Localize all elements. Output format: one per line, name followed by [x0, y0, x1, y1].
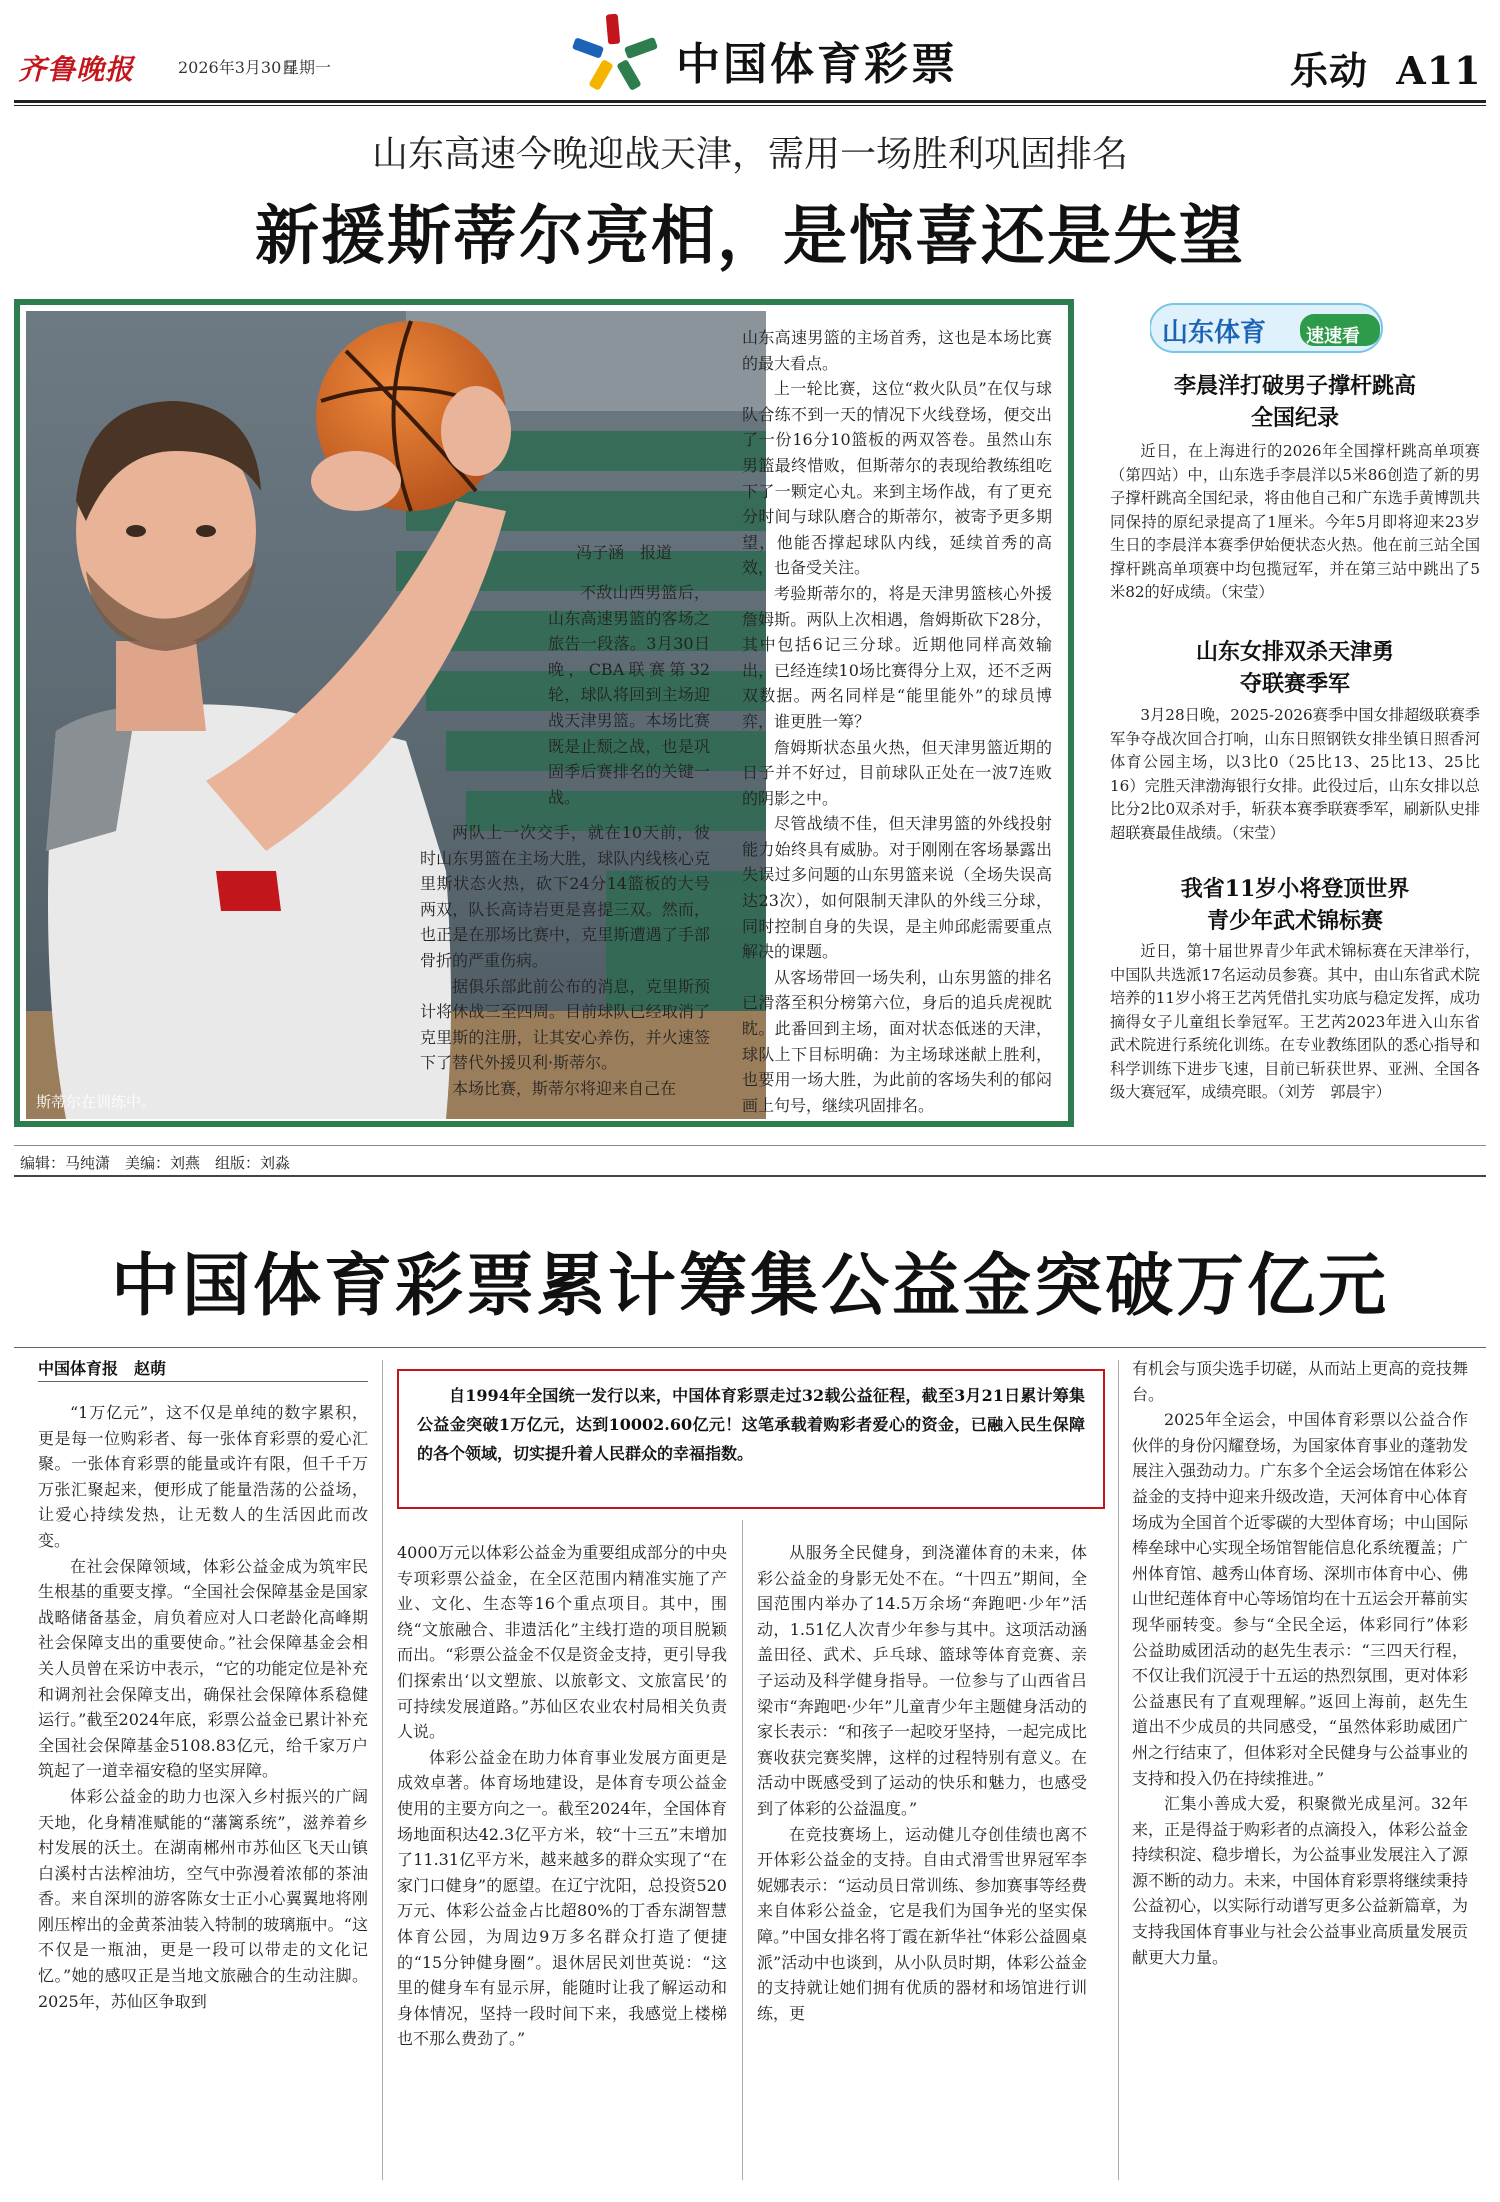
story2-column-2 — [397, 1540, 727, 2052]
story1-column-left-top — [548, 580, 710, 810]
story2-column-3 — [757, 1540, 1087, 2026]
story1-paragraph: 不敌山西男篮后，山东高速男篮的客场之旅告一段落。3月30日晚，CBA联赛第32轮，球队将回到主场迎战天津男篮。本场比赛既是止颓之战，也是巩固季后赛排名的关键一战。 — [548, 583, 710, 807]
story1-kicker: 山东高速今晚迎战天津，需用一场胜利巩固排名 — [371, 134, 1128, 175]
story2-paragraph: 从服务全民健身，到浇灌体育的未来，体彩公益金的身影无处不在。“十四五”期间，全国范围内举办了14.5万余场“奔跑吧·少年”活动，1.51亿人次青少年参与其中。这项活动涵盖田径、武术、乒乓球、篮球等体育竞赛、亲子运动及科学健身指导。一位参与了山西省吕梁市“奔跑吧·少年”儿童青少年主题健身活动的家长表示：“和孩子一起咬牙坚持，一起完成比赛收获完赛奖牌，这样的过程特别有意义。在活动中既感受到了运动的快乐和魅力，也感受到了体彩的公益温度。” — [757, 1543, 1087, 1818]
story1-paragraph: 詹姆斯状态虽火热，但天津男篮近期的日子并不好过，目前球队正处在一波7连败的阴影之中。 — [742, 737, 1052, 808]
side-item-body — [1110, 440, 1480, 605]
story2-byline-rule — [38, 1381, 368, 1382]
side-item-title: 我省11岁小将登顶世界青少年武术锦标赛 — [1180, 876, 1410, 934]
logo-text: 中国体育彩票 — [676, 39, 958, 90]
section-name: 乐动 — [1290, 48, 1369, 93]
story2-paragraph: 有机会与顶尖选手切磋，从而站上更高的竞技舞台。 — [1132, 1359, 1469, 1404]
side-item-title: 山东女排双杀天津勇夺联赛季军 — [1195, 639, 1394, 697]
side-tag-subtitle: 速速看 — [1306, 326, 1360, 347]
side-item-title: 李晨洋打破男子撑杆跳高全国纪录 — [1173, 373, 1416, 431]
column-divider — [742, 1520, 743, 2180]
side-tag-title: 山东体育 — [1162, 318, 1267, 348]
story1-paragraph: 山东高速男篮的主场首秀，这也是本场比赛的最大看点。 — [742, 328, 1052, 373]
side-item-author: （宋莹） — [1220, 583, 1274, 601]
story2-lead: 自1994年全国统一发行以来，中国体育彩票走过32载公益征程，截至3月21日累计筹集公益金突破1万亿元，达到10002.60亿元！这笔承载着购彩者爱心的资金，已融入民生保障的各个领域，切实提升着人民群众的幸福指数。 — [417, 1386, 1085, 1463]
side-item-author: （宋莹） — [1231, 823, 1285, 842]
story1-paragraph: 两队上一次交手，就在10天前，彼时山东男篮在主场大胜，球队内线核心克里斯状态火热，砍下24分14篮板的大号两双，队长高诗岩更是喜提三双。然而，也正是在那场比赛中，克里斯遭遇了手部骨折的严重伤病。 — [420, 823, 710, 970]
header-rule-thin — [14, 105, 1486, 106]
issue-weekday: 星期一 — [283, 58, 332, 77]
story1-column-left-bottom — [420, 820, 710, 1102]
story2-rule — [14, 1347, 1486, 1348]
story2-paragraph: 在竞技赛场上，运动健儿夺创佳绩也离不开体彩公益金的支持。自由式滑雪世界冠军李妮娜表示：“运动员日常训练、参加赛事等经费来自体彩公益金，它是我们为国争光的坚实保障。”中国女排名将丁霞在新华社“体彩公益圆桌派”活动中也谈到，从小队员时期，体彩公益金的支持就让她们拥有优质的器材和场馆进行训练，更 — [757, 1824, 1087, 2023]
story1-paragraph: 从客场带回一场失利，山东男篮的排名已滑落至积分榜第六位，身后的追兵虎视眈眈。此番回到主场，面对状态低迷的天津，球队上下目标明确：为主场球迷献上胜利，也要用一场大胜，为此前的客场失利的郁闷画上句号，继续巩固排名。 — [742, 967, 1052, 1115]
issue-date: 2026年3月30日 — [178, 58, 298, 77]
section-rule — [14, 1145, 1486, 1146]
story2-column-1 — [38, 1400, 368, 2014]
story2-paragraph: “1万亿元”，这不仅是单纯的数字累积，更是每一位购彩者、每一张体育彩票的爱心汇聚。一张体育彩票的能量或许有限，但千千万万张汇聚起来，便形成了能量浩荡的公益场，让爱心持续发热，让无数人的生活因此而改变。 — [38, 1403, 368, 1550]
side-item-text: 近日，在上海进行的2026年全国撑杆跳高单项赛（第四站）中，山东选手李晨洋以5米86创造了新的男子撑杆跳高全国纪录，将由他自己和广东选手黄博凯共同保持的原纪录提高了1厘米。今年5月即将迎来23岁生日的李晨洋本赛季伊始便状态火热。他在前三站全国撑杆跳高单项赛中均包揽冠军，并在第三站中跳出了5米82的好成绩。 — [1110, 442, 1480, 601]
story1-paragraph: 本场比赛，斯蒂尔将迎来自己在 — [452, 1078, 677, 1098]
masthead: 齐鲁晚报 — [18, 53, 135, 86]
photo-caption: 斯蒂尔在训练中。 — [36, 1093, 157, 1111]
header-rule — [14, 100, 1486, 103]
story1-byline: 冯子涵 报道 — [576, 543, 673, 562]
page-number: A11 — [1396, 48, 1482, 93]
story2-headline: 中国体育彩票累计筹集公益金突破万亿元 — [110, 1246, 1389, 1326]
story2-paragraph: 体彩公益金在助力体育事业发展方面更是成效卓著。体育场地建设，是体育专项公益金使用的主要方向之一。截至2024年，全国体育场地面积达42.3亿平方米，较“十三五”末增加了11.31亿平方米，越来越多的群众实现了“在家门口健身”的愿望。在辽宁沈阳，总投资520万元、体彩公益金占比超80%的丁香东湖智慧体育公园，为周边9万多名群众打造了便捷的“15分钟健身圈”。退休居民刘世英说：“这里的健身车有显示屏，能随时让我了解运动和身体情况，坚持一段时间下来，我感觉上楼梯也不那么费劲了。” — [397, 1747, 727, 2049]
side-item-text: 近日，第十届世界青少年武术锦标赛在天津举行，中国队共选派17名运动员参赛。其中，由山东省武术院培养的11岁小将王艺芮凭借扎实功底与稳定发挥，成功摘得女子儿童组长拳冠军。王艺芮2023年进入山东省武术院进行系统化训练。在专业教练团队的悉心指导和科学训练下进步飞速，目前已斩获世界、亚洲、全国各级大赛冠军，成绩亮眼。 — [1110, 942, 1480, 1101]
story2-paragraph: 4000万元以体彩公益金为重要组成部分的中央专项彩票公益金，在全区范围内精准实施了产业、文化、生态等16个重点项目。其中，围绕“文旅融合、非遗活化”主线打造的项目脱颖而出。“彩票公益金不仅是资金支持，更引导我们探索出‘以文塑旅、以旅彰文、文旅富民’的可持续发展道路。”苏仙区农业农村局相关负责人说。 — [397, 1543, 727, 1742]
side-item-author: （刘芳 郭晨宇） — [1277, 1083, 1391, 1101]
story2-paragraph: 体彩公益金的助力也深入乡村振兴的广阔天地，化身精准赋能的“藩篱系统”，滋养着乡村发展的沃土。在湖南郴州市苏仙区飞天山镇白溪村古法榨油坊，空气中弥漫着浓郁的茶油香。来自深圳的游客陈女士正小心翼翼地将刚刚压榨出的金黄茶油装入特制的玻璃瓶中。“这不仅是一瓶油，更是一段可以带走的文化记忆。”她的感叹正是当地文旅融合的生动注脚。2025年，苏仙区争取到 — [38, 1786, 368, 2011]
story1-paragraph: 据俱乐部此前公布的消息，克里斯预计将休战三至四周。目前球队已经取消了克里斯的注册，让其安心养伤，并火速签下了替代外援贝利·斯蒂尔。 — [420, 976, 710, 1073]
story2-column-4 — [1132, 1356, 1468, 1970]
side-item-body — [1110, 940, 1480, 1105]
story1-paragraph: 上一轮比赛，这位“救火队员”在仅与球队合练不到一天的情况下火线登场，便交出了一份16分10篮板的两双答卷。虽然山东男篮最终惜败，但斯蒂尔的表现给教练组吃下了一颗定心丸。来到主场作战，有了更充分时间与球队磨合的斯蒂尔，被寄予更多期望，他能否撑起球队内线，延续首秀的高效，也备受关注。 — [742, 379, 1052, 578]
story1-paragraph: 尽管战绩不佳，但天津男篮的外线投射能力始终具有威胁。对于刚刚在客场暴露出失误过多问题的山东男篮来说（全场失误高达23次），如何限制天津队的外线三分球，同时控制自身的失误，是主帅邱彪需要重点解决的课题。 — [742, 814, 1052, 962]
story2-paragraph: 2025年全运会，中国体育彩票以公益合作伙伴的身份闪耀登场，为国家体育事业的蓬勃发展注入强劲动力。广东多个全运会场馆在体彩公益金的支持中迎来升级改造，天河体育中心体育场成为全国首个近零碳的大型体育场；中山国际棒垒球中心实现全场馆智能信息化系统覆盖；广州体育馆、越秀山体育场、深圳市体育中心、佛山世纪莲体育中心等场馆均在十五运会开幕前实现华丽转变。参与“全民全运，体彩同行”体彩公益助威团活动的赵先生表示：“三四天行程，不仅让我们沉浸于十五运的热烈氛围，更对体彩公益惠民有了直观理解。”返回上海前，赵先生道出不少成员的共同感受，“虽然体彩助威团广州之行结束了，但体彩对全民健身与公益事业的支持和投入仍在持续推进。” — [1132, 1410, 1469, 1788]
story2-paragraph: 在社会保障领域，体彩公益金成为筑牢民生根基的重要支撑。“全国社会保障基金是国家战略储备基金，肩负着应对人口老龄化高峰期社会保障支出的重要使命。”社会保障基金会相关人员曾在采访中表示，“它的功能定位是补充和调剂社会保障支出，确保社会保障体系稳健运行。”截至2024年底，彩票公益金已累计补充全国社会保障基金5108.83亿元，给千家万户筑起了一道幸福安稳的坚实屏障。 — [38, 1556, 368, 1781]
story1-paragraph: 考验斯蒂尔的，将是天津男篮核心外援詹姆斯。两队上次相遇，詹姆斯砍下28分，其中包括6记三分球。近期他同样高效输出，已经连续10场比赛得分上双，还不乏两双数据。两名同样是“能里能外”的球员博弈，谁更胜一筹？ — [742, 583, 1052, 731]
side-item-text: 3月28日晚，2025-2026赛季中国女排超级联赛季军争夺战次回合打响，山东日照钢铁女排坐镇日照香河体育公园主场，以3比0（25比13、25比13、25比16）完胜天津渤海银行女排。此役过后，山东女排以总比分2比0双杀对手，斩获本赛季联赛季军，刷新队史排超联赛最佳战绩。 — [1110, 706, 1480, 842]
story2-byline: 中国体育报 赵萌 — [38, 1359, 167, 1378]
column-divider — [382, 1360, 383, 2180]
story2-paragraph: 汇集小善成大爱，积聚微光成星河。32年来，正是得益于购彩者的点滴投入，体彩公益金持续积淀、稳步增长，为公益事业发展注入了源源不断的动力。未来，中国体育彩票将继续秉持公益初心，以实际行动谱写更多公益新篇章，为支持我国体育事业与社会公益事业高质量发展贡献更大力量。 — [1132, 1794, 1469, 1967]
column-divider — [1118, 1360, 1119, 2180]
story1-column-right — [742, 325, 1052, 1118]
section-label — [1290, 40, 1482, 95]
side-item-body — [1110, 704, 1480, 845]
lottery-logo-icon — [565, 12, 665, 92]
editor-line: 编辑：马纯潇 美编：刘燕 组版：刘淼 — [20, 1154, 291, 1172]
story2-lead-box — [397, 1369, 1105, 1509]
section-rule-thick — [14, 1175, 1486, 1177]
story1-headline: 新援斯蒂尔亮相，是惊喜还是失望 — [255, 199, 1245, 274]
